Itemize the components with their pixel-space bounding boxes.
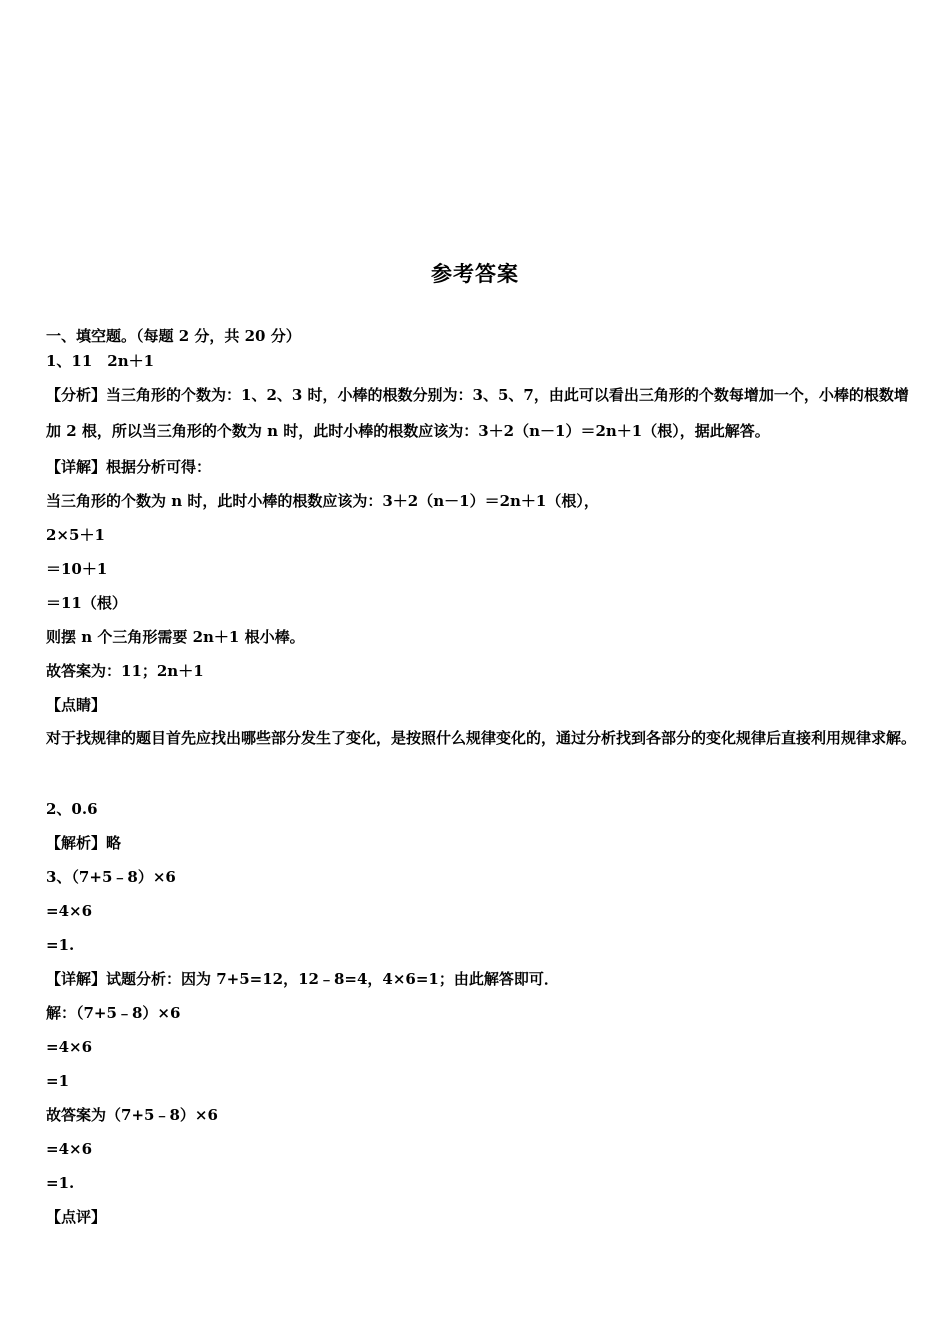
question-1-analysis: 【分析】当三角形的个数为：1、2、3 时，小棒的根数分别为：3、5、7，由此可以看出三角形的个数每增加一个，小棒的根数增加 2 根，所以当三角形的个数为 n 时，此时小棒的根数应该为：3＋2（n－1）＝2n＋1（根），据此解答。 [46, 386, 909, 440]
question-3-calc-line: =4×6 [46, 902, 93, 920]
question-3-calc-line: =4×6 [46, 1140, 93, 1158]
question-3-final-answer: 故答案为（7+5﹣8）×6 [46, 1106, 218, 1124]
question-3-detail: 【详解】试题分析：因为 7+5=12，12﹣8=4，4×6=1；由此解答即可． [46, 970, 559, 988]
question-2-analysis: 【解析】略 [46, 834, 122, 852]
question-1-final-answer: 故答案为：11；2n＋1 [46, 662, 204, 680]
question-1-detail-heading: 【详解】根据分析可得： [46, 458, 212, 476]
question-1-detail-line: 当三角形的个数为 n 时，此时小棒的根数应该为：3＋2（n－1）＝2n＋1（根）， [46, 492, 599, 510]
question-3-review-heading: 【点评】 [46, 1208, 107, 1226]
question-1-calc-line: ＝10＋1 [46, 560, 108, 578]
question-3-calc-line: =4×6 [46, 1038, 93, 1056]
page-title: 参考答案 [431, 261, 519, 286]
question-1-comment-heading: 【点睛】 [46, 696, 107, 714]
question-1-comment: 对于找规律的题目首先应找出哪些部分发生了变化，是按照什么规律变化的，通过分析找到各部分的变化规律后直接利用规律求解。 [46, 729, 917, 747]
question-3-calc-line: =1. [46, 1174, 75, 1192]
question-1-calc-line: 2×5＋1 [46, 526, 105, 544]
question-3-calc-line: =1. [46, 936, 75, 954]
question-1-answer: 1、11 2n＋1 [46, 352, 155, 370]
question-3-calc-line: =1 [46, 1072, 70, 1090]
question-2-answer: 2、0.6 [46, 800, 98, 818]
section-heading: 一、填空题。（每题 2 分，共 20 分） [46, 327, 301, 345]
question-3-answer: 3、（7+5﹣8）×6 [46, 868, 176, 886]
question-1-calc-line: ＝11（根） [46, 594, 127, 612]
question-1-conclusion: 则摆 n 个三角形需要 2n＋1 根小棒。 [46, 628, 305, 646]
question-3-solution: 解：（7+5﹣8）×6 [46, 1004, 181, 1022]
